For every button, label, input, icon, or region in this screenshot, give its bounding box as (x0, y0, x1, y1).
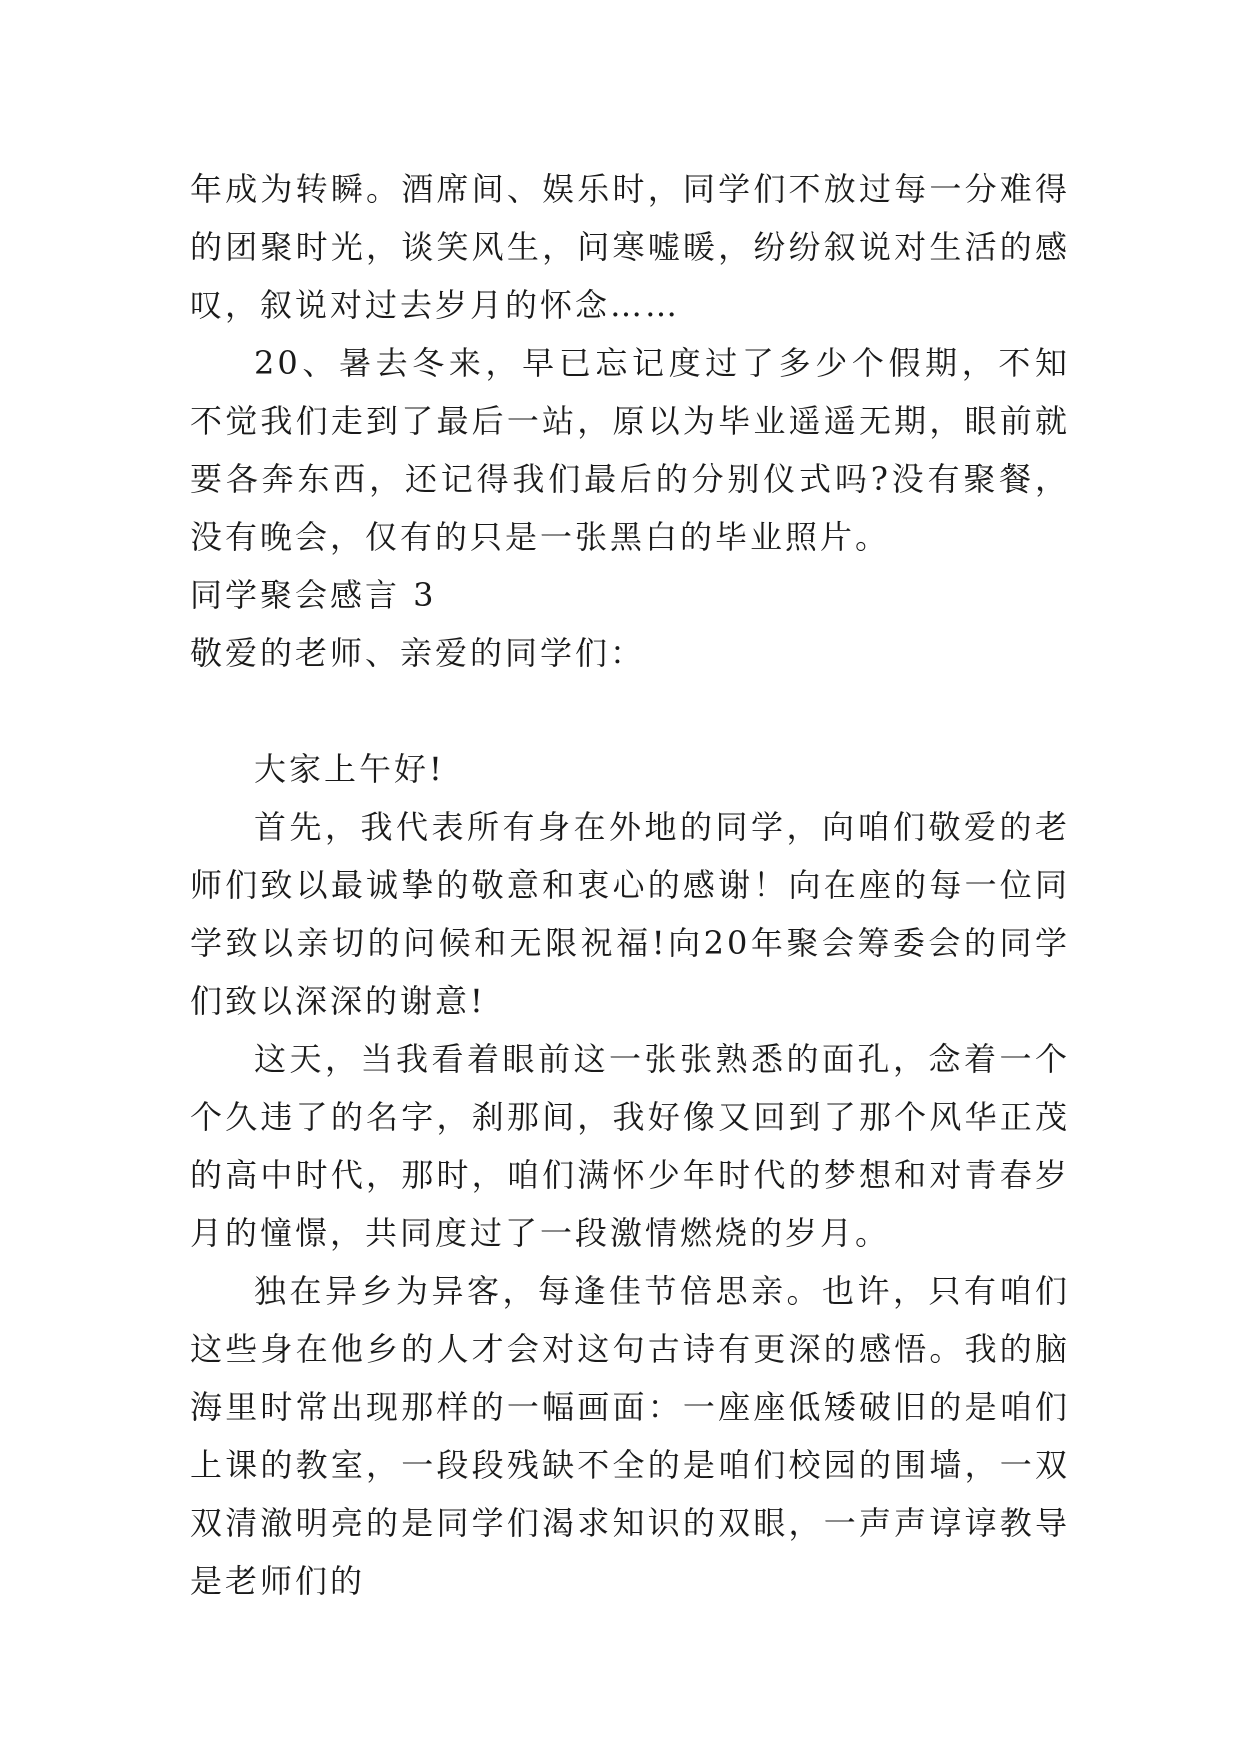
salutation: 敬爱的老师、亲爱的同学们： (190, 634, 646, 672)
section-title: 同学聚会感言 3 (190, 576, 437, 614)
blank-line (190, 682, 1070, 740)
body-paragraph: 这天，当我看着眼前这一张张熟悉的面孔，念着一个个久违了的名字，刹那间，我好像又回到了那个风华正茂的高中时代，那时，咱们满怀少年时代的梦想和对青春岁月的憧憬，共同度过了一段激情燃烧的岁月。 (190, 1040, 1070, 1252)
greeting-paragraph: 大家上午好! (254, 750, 445, 788)
body-paragraph: 独在异乡为异客，每逢佳节倍思亲。也许，只有咱们这些身在他乡的人才会对这句古诗有更深的感悟。我的脑海里时常出现那样的一幅画面：一座座低矮破旧的是咱们上课的教室，一段段残缺不全的是咱们校园的围墙，一双双清澈明亮的是同学们渴求知识的双眼，一声声谆谆教导是老师们的 (190, 1272, 1070, 1600)
document-body (190, 160, 1070, 1610)
paragraph-continuation: 年成为转瞬。酒席间、娱乐时，同学们不放过每一分难得的团聚时光，谈笑风生，问寒嘘暖，纷纷叙说对生活的感叹，叙说对过去岁月的怀念…… (190, 170, 1070, 324)
body-paragraph: 首先，我代表所有身在外地的同学，向咱们敬爱的老师们致以最诚挚的敬意和衷心的感谢！向在座的每一位同学致以亲切的问候和无限祝福!向20年聚会筹委会的同学们致以深深的谢意! (190, 808, 1070, 1020)
paragraph-item-20: 20、暑去冬来，早已忘记度过了多少个假期，不知不觉我们走到了最后一站，原以为毕业遥遥无期，眼前就要各奔东西，还记得我们最后的分别仪式吗?没有聚餐，没有晚会，仅有的只是一张黑白的毕业照片。 (190, 344, 1070, 556)
